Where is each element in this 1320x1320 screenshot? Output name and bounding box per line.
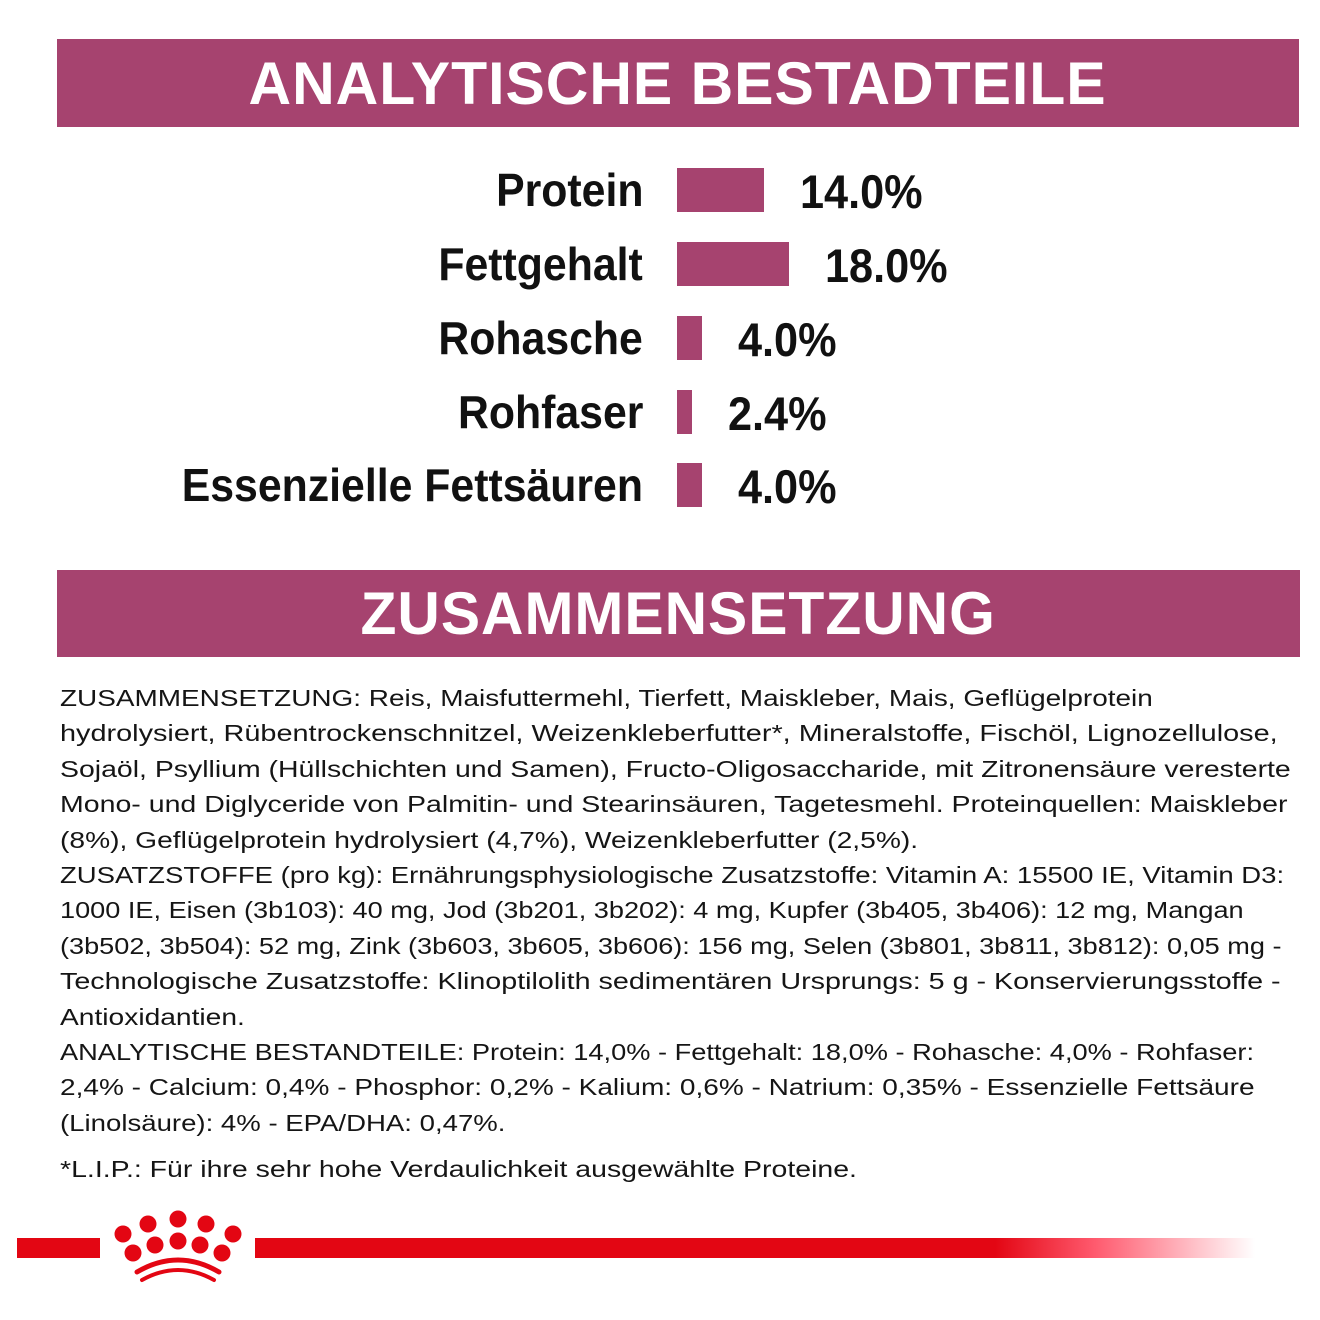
composition-line: ZUSAMMENSETZUNG: Reis, Maisfuttermehl, Tierfett, Maiskleber, Mais, Geflügelprotein: [60, 685, 1153, 711]
chart-row: [0, 234, 1320, 294]
composition-title: ZUSAMMENSETZUNG: [360, 580, 997, 647]
chart-bar: [677, 168, 764, 212]
chart-bar: [677, 242, 789, 286]
analytics-title: ANALYTISCHE BESTADTEILE: [248, 49, 1108, 117]
composition-banner: [57, 570, 1300, 657]
composition-line: hydrolysiert, Rübentrockenschnitzel, Weizenkleberfutter*, Mineralstoffe, Fischöl, Lignozellulose,: [60, 720, 1278, 747]
chart-row-label: Rohasche: [438, 312, 643, 364]
composition-line: ZUSATZSTOFFE (pro kg): Ernährungsphysiologische Zusatzstoffe: Vitamin A: 15500 IE, Vitamin D3:: [60, 861, 1285, 888]
chart-bar: [677, 463, 702, 507]
chart-row: [0, 382, 1320, 442]
chart-row: [0, 455, 1320, 515]
chart-row-label: Essenzielle Fettsäuren: [181, 459, 643, 511]
composition-line: Mono- und Diglyceride von Palmitin- und Stearinsäuren, Tagetesmehl. Proteinquellen: Maiskleber: [60, 791, 1288, 818]
composition-line: (3b502, 3b504): 52 mg, Zink (3b603, 3b605, 3b606): 156 mg, Selen (3b801, 3b811, 3b812): 0,05 mg -: [60, 932, 1282, 959]
brand-logo-band: [0, 1200, 1320, 1290]
chart-row-value: 4.0%: [738, 313, 837, 366]
analytics-banner: [57, 39, 1299, 127]
composition-line: 1000 IE, Eisen (3b103): 40 mg, Jod (3b201, 3b202): 4 mg, Kupfer (3b405, 3b406): 12 mg, Mangan: [60, 897, 1244, 924]
composition-line: Antioxidantien.: [60, 1003, 245, 1030]
composition-line: Sojaöl, Psyllium (Hüllschichten und Samen), Fructo-Oligosaccharide, mit Zitronensäure veresterte: [60, 755, 1291, 782]
chart-row-value: 2.4%: [728, 387, 827, 440]
chart-row: [0, 160, 1320, 220]
chart-row-value: 18.0%: [825, 239, 948, 292]
composition-text: [60, 681, 1300, 1141]
composition-line: (8%), Geflügelprotein hydrolysiert (4,7%), Weizenkleberfutter (2,5%).: [60, 826, 919, 853]
chart-bar: [677, 390, 692, 434]
chart-row-label: Fettgehalt: [438, 238, 643, 290]
chart-row-label: Rohfaser: [457, 386, 643, 438]
chart-bar: [677, 316, 702, 360]
footnote: *L.I.P.: Für ihre sehr hohe Verdaulichkeit ausgewählte Proteine.: [60, 1156, 857, 1182]
logo-bar-left: [17, 1238, 100, 1258]
composition-line: Technologische Zusatzstoffe: Klinoptilolith sedimentären Ursprungs: 5 g - Konservierungsstoffe -: [60, 968, 1281, 995]
chart-row-label: Protein: [495, 164, 643, 216]
nutrient-bar-chart: [0, 150, 1320, 530]
composition-line: ANALYTISCHE BESTANDTEILE: Protein: 14,0% - Fettgehalt: 18,0% - Rohasche: 4,0% - Rohfaser:: [60, 1038, 1255, 1065]
chart-row-value: 14.0%: [800, 165, 923, 218]
chart-row: [0, 308, 1320, 368]
logo-bar-right: [255, 1238, 1255, 1258]
crown-icon: [108, 1208, 248, 1288]
composition-line: 2,4% - Calcium: 0,4% - Phosphor: 0,2% - Kalium: 0,6% - Natrium: 0,35% - Essenzielle Fettsäure: [60, 1074, 1255, 1101]
chart-row-value: 4.0%: [738, 460, 837, 513]
composition-line: (Linolsäure): 4% - EPA/DHA: 0,47%.: [60, 1109, 506, 1136]
